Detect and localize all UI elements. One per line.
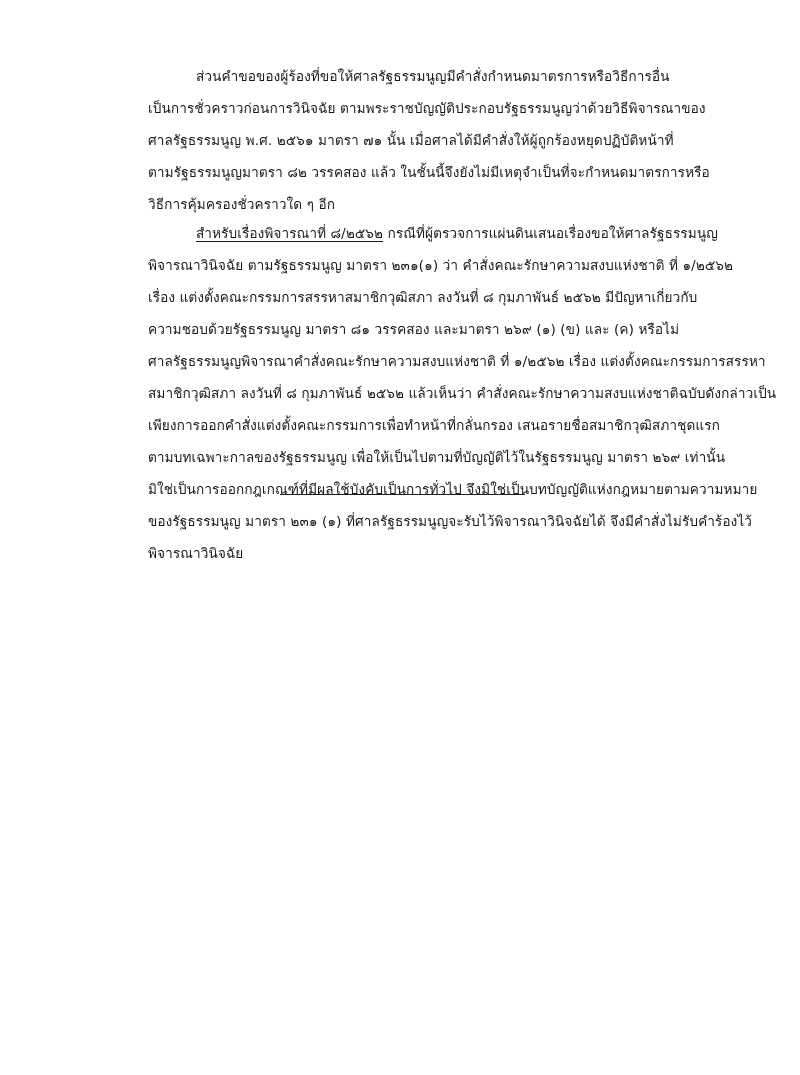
paragraph-line: ของรัฐธรรมนูญ มาตรา ๒๓๑ (๑) ที่ศาลรัฐธรรมนูญจะรับไว้พิจารณาวินิจฉัยได้ จึงมีคำสั่งไม่รับคำร้องไว้ bbox=[148, 514, 753, 530]
paragraph-line: เป็นการชั่วคราวก่อนการวินิจฉัย ตามพระราชบัญญัติประกอบรัฐธรรมนูญว่าด้วยวิธีพิจารณาของ bbox=[148, 101, 706, 117]
paragraph-line: เรื่อง แต่งตั้งคณะกรรมการสรรหาสมาชิกวุฒิสภา ลงวันที่ ๘ กุมภาพันธ์ ๒๕๖๒ มีปัญหาเกี่ยวกับ bbox=[148, 290, 698, 306]
paragraph-provisional-measures bbox=[148, 61, 708, 221]
paragraph-line: วิธีการคุ้มครองชั่วคราวใด ๆ อีก bbox=[148, 197, 336, 213]
case-heading: สำหรับเรื่องพิจารณาที่ ๘/๒๕๖๒ bbox=[196, 226, 384, 242]
paragraph-line: พิจารณาวินิจฉัย ตามรัฐธรรมนูญ มาตรา ๒๓๑(๑) ว่า คำสั่งคณะรักษาความสงบแห่งชาติ ที่ ๑/๒๕๖๒ bbox=[148, 258, 734, 274]
paragraph-line: มิใช่เป็นการออกกฎเกณฑ์ที่มีผลใช้บังคับเป็นการทั่วไป จึงมิใช่เป็นบทบัญญัติแห่งกฎหมายตามความหมาย bbox=[148, 482, 758, 498]
paragraph-line: ตามบทเฉพาะกาลของรัฐธรรมนูญ เพื่อให้เป็นไปตามที่บัญญัติไว้ในรัฐธรรมนูญ มาตรา ๒๖๙ เท่านั้น bbox=[148, 450, 726, 466]
paragraph-line: พิจารณาวินิจฉัย bbox=[148, 546, 244, 562]
paragraph-line: สมาชิกวุฒิสภา ลงวันที่ ๘ กุมภาพันธ์ ๒๕๖๒ แล้วเห็นว่า คำสั่งคณะรักษาความสงบแห่งชาติฉบับดังกล่าวเป็น bbox=[148, 386, 777, 402]
paragraph-line: ตามรัฐธรรมนูญมาตรา ๘๒ วรรคสอง แล้ว ในชั้นนี้จึงยังไม่มีเหตุจำเป็นที่จะกำหนดมาตรการหรือ bbox=[148, 165, 710, 181]
paragraph-first-line bbox=[148, 218, 718, 250]
end-rule-divider bbox=[280, 494, 525, 495]
paragraph-line: ความชอบด้วยรัฐธรรมนูญ มาตรา ๘๑ วรรคสอง และมาตรา ๒๖๙ (๑) (ข) และ (ค) หรือไม่ bbox=[148, 322, 680, 338]
paragraph-line: ศาลรัฐธรรมนูญพิจารณาคำสั่งคณะรักษาความสงบแห่งชาติ ที่ ๑/๒๕๖๒ เรื่อง แต่งตั้งคณะกรรมการสรรหา bbox=[148, 354, 766, 370]
paragraph-line: เพียงการออกคำสั่งแต่งตั้งคณะกรรมการเพื่อทำหน้าที่กลั่นกรอง เสนอรายชื่อสมาชิกวุฒิสภาชุดแรก bbox=[148, 418, 720, 434]
paragraph-line-rest: กรณีที่ผู้ตรวจการแผ่นดินเสนอเรื่องขอให้ศาลรัฐธรรมนูญ bbox=[383, 226, 718, 242]
paragraph-line: ส่วนคำขอของผู้ร้องที่ขอให้ศาลรัฐธรรมนูญมีคำสั่งกำหนดมาตรการหรือวิธีการอื่น bbox=[196, 69, 670, 85]
paragraph-line: ศาลรัฐธรรมนูญ พ.ศ. ๒๕๖๑ มาตรา ๗๑ นั้น เมื่อศาลได้มีคำสั่งให้ผู้ถูกร้องหยุดปฏิบัติหน้าที่ bbox=[148, 133, 674, 149]
paragraph-case-8-2562 bbox=[148, 218, 777, 570]
